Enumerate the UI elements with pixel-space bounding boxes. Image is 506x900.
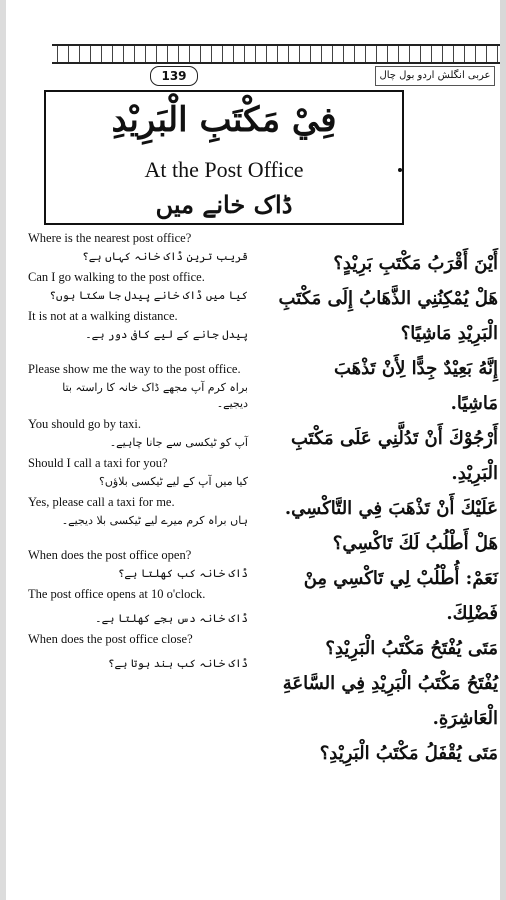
arabic-line: مَتَى يُقْفَلُ مَكْتَبُ الْبَرِيْدِ؟	[319, 743, 498, 764]
english-sentence: When does the post office open?	[28, 548, 192, 562]
arabic-line: هَلْ أَطْلُبُ لَكَ تَاكْسِي؟	[332, 533, 498, 554]
arabic-line: نَعَمْ: أُطْلُبْ لِي تَاكْسِي مِنْ	[303, 568, 498, 589]
title-arabic: فِيْ مَكْتَبِ الْبَرِيْدِ	[111, 100, 337, 140]
ornamental-border	[52, 44, 500, 64]
arabic-line: الْبَرِيْدِ.	[451, 463, 498, 484]
english-sentence: Where is the nearest post office?	[28, 231, 192, 245]
arabic-line: مَتَى يُفْتَحُ مَكْتَبُ الْبَرِيْدِ؟	[325, 638, 498, 659]
arabic-line: أَيْنَ أَقْرَبُ مَكْتَبِ بَرِيْدٍ؟	[333, 253, 498, 274]
title-urdu: ڈاک خانے میں	[155, 190, 293, 219]
urdu-translation: ڈاک خانہ کب بند ہوتا ہے؟	[108, 657, 248, 670]
title-english: At the Post Office	[144, 157, 304, 182]
left-page-edge	[0, 0, 6, 900]
english-sentence: You should go by taxi.	[28, 417, 141, 431]
arabic-line: مَاشِيًا.	[450, 393, 498, 414]
right-page-edge	[500, 0, 506, 900]
arabic-line: إِنَّهُ بَعِيْدٌ جِدًّا لِأَنْ تَذْهَبَ	[334, 358, 498, 379]
english-sentence: When does the post office close?	[28, 632, 193, 646]
arabic-line: الْبَرِيْدِ مَاشِيًا؟	[400, 323, 498, 344]
arabic-line: الْعَاشِرَةِ.	[432, 708, 498, 729]
arabic-column	[262, 246, 498, 771]
urdu-translation: آپ کو ٹیکسی سے جانا چاہیے۔	[109, 436, 248, 449]
urdu-translation: کیا میں آپ کے لیے ٹیکسی بلاؤں؟	[99, 475, 248, 488]
page-header	[40, 64, 495, 86]
english-sentence: Can I go walking to the post office.	[28, 270, 205, 284]
english-sentence: Should I call a taxi for you?	[28, 456, 168, 470]
arabic-line: أَرْجُوْكَ أَنْ تَدُلَّنِي عَلَى مَكْتَبِ	[290, 428, 498, 449]
urdu-translation: براہ کرم آپ مجھے ڈاک خانہ کا راستہ بتا دیجیے۔	[62, 381, 248, 410]
urdu-translation: کیا میں ڈاک خانے پیدل جا سکتا ہوں؟	[49, 289, 248, 302]
arabic-line: يُفْتَحُ مَكْتَبُ الْبَرِيْدِ فِي السَّاعَةِ	[282, 673, 498, 694]
urdu-translation: ڈاک خانہ کب کھلتا ہے؟	[117, 567, 248, 580]
urdu-translation: قریب ترین ڈاک خانہ کہاں ہے؟	[82, 250, 248, 263]
arabic-line: هَلْ يُمْكِنُنِي الذَّهَابُ إِلَى مَكْتَبِ	[278, 288, 498, 309]
english-sentence: Yes, please call a taxi for me.	[28, 495, 175, 509]
english-urdu-column	[28, 230, 248, 676]
urdu-translation: ہاں براہ کرم میرے لیے ٹیکسی بلا دیجیے۔	[61, 514, 248, 527]
urdu-translation: ڈاک خانہ دس بجے کھلتا ہے۔	[95, 612, 248, 625]
arabic-line: عَلَيْكَ أَنْ تَذْهَبَ فِي التَّاكْسِي.	[284, 498, 498, 519]
urdu-translation: پیدل جانے کے لیے کافی دور ہے۔	[85, 328, 248, 341]
english-sentence: It is not at a walking distance.	[28, 309, 178, 323]
english-sentence: Please show me the way to the post office.	[28, 362, 241, 376]
english-sentence: The post office opens at 10 o'clock.	[28, 587, 206, 601]
decorative-dot	[398, 168, 402, 172]
page-number: 139	[150, 66, 198, 86]
arabic-line: فَضْلِكَ.	[446, 603, 498, 624]
running-header: عربی انگلش اردو بول چال	[375, 66, 495, 86]
